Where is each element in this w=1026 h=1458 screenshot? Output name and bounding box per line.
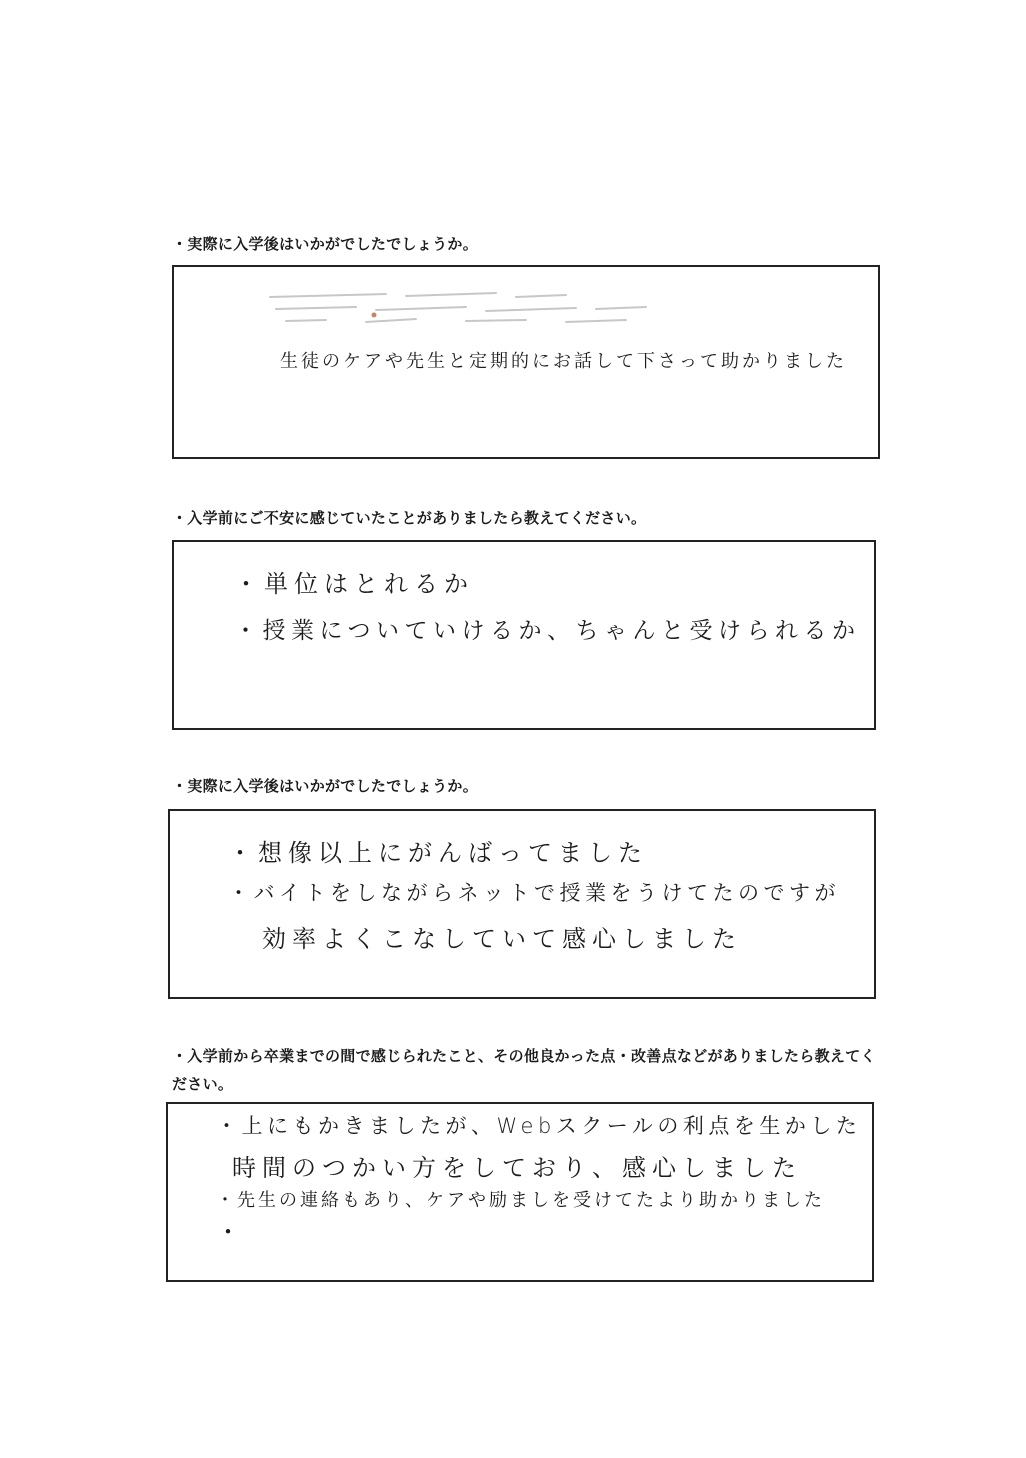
answer-3-line-2: ・バイトをしながらネットで授業をうけてたのですが — [228, 881, 840, 905]
answer-3-line-3: 効率よくこなしていて感心しました — [262, 925, 742, 953]
answer-box-1 — [172, 265, 880, 459]
answer-1-line-1: 生徒のケアや先生と定期的にお話して下さって助かりました — [280, 351, 847, 372]
answer-2-line-1: ・単位はとれるか — [234, 570, 474, 598]
answer-4-line-4: ・ — [216, 1218, 246, 1246]
redacted-handwriting — [266, 285, 666, 329]
question-2: ・入学前にご不安に感じていたことがありましたら教えてください。 — [172, 509, 647, 527]
answer-box-4 — [166, 1102, 874, 1282]
answer-4-line-1: ・上にもかきましたが、Webスクールの利点を生かした — [216, 1114, 862, 1138]
answer-3-line-1: ・想像以上にがんばってました — [228, 839, 648, 867]
question-1: ・実際に入学後はいかがでしたでしょうか。 — [172, 235, 479, 253]
answer-4-line-2: 時間のつかい方をしており、感心しました — [232, 1154, 802, 1182]
answer-2-line-2: ・授業についていけるか、ちゃんと受けられるか — [234, 618, 861, 644]
answer-4-line-3: ・先生の連絡もあり、ケアや励ましを受けてたより助かりました — [216, 1190, 825, 1211]
answer-box-3 — [168, 809, 876, 999]
question-3: ・実際に入学後はいかがでしたでしょうか。 — [172, 777, 479, 795]
answer-box-2 — [172, 540, 876, 730]
question-4-line-2: ださい。 — [172, 1075, 234, 1093]
question-4-line-1: ・入学前から卒業までの間で感じられたこと、その他良かった点・改善点などがありましたら教えてく — [172, 1047, 876, 1065]
